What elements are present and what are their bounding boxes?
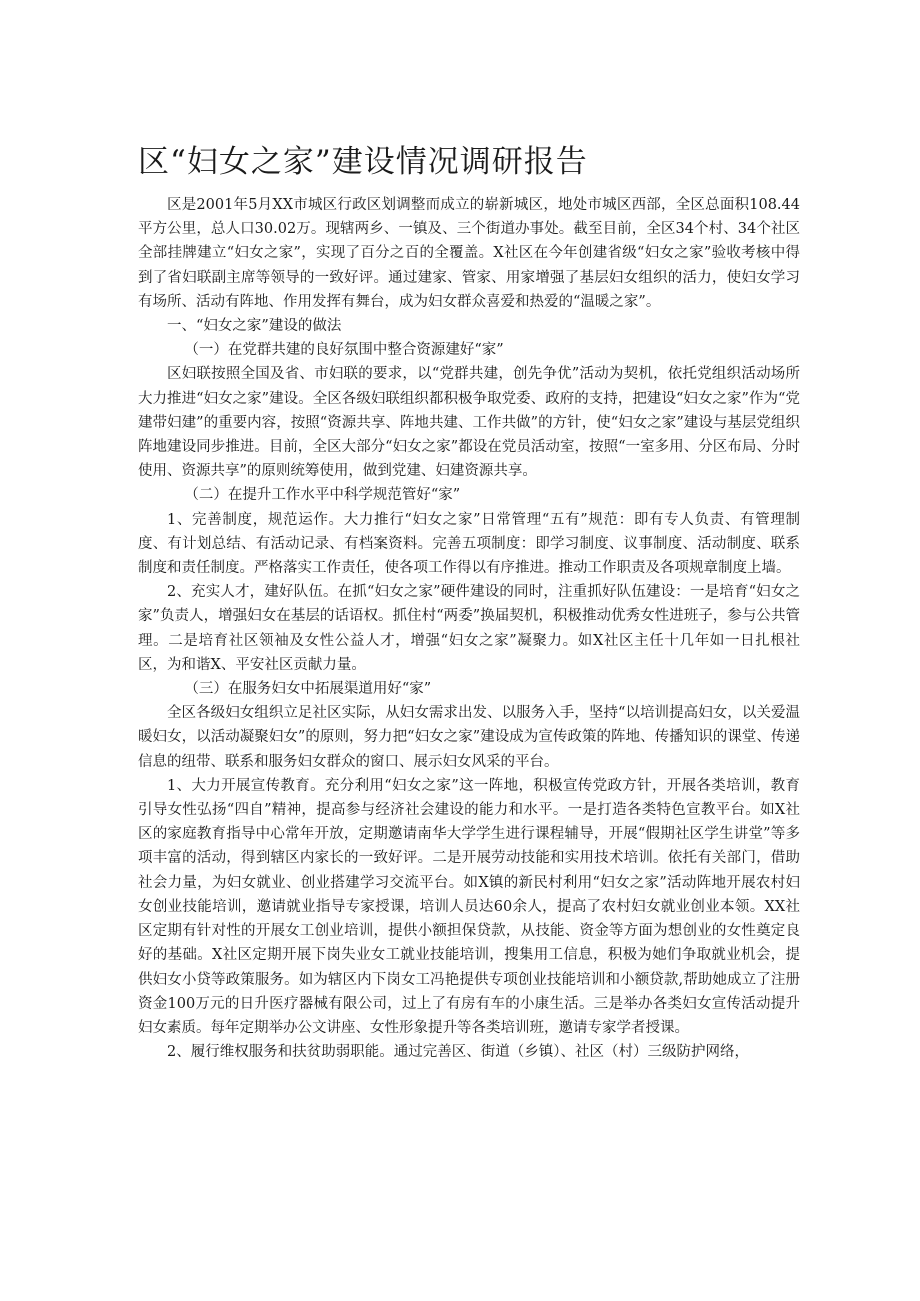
document-title: 区“妇女之家”建设情况调研报告 xyxy=(138,144,588,180)
paragraph: 1、大力开展宣传教育。充分利用“妇女之家”这一阵地，积极宣传党政方针，开展各类培训，教育引导女性弘扬“四自”精神，提高参与经济社会建设的能力和水平。一是打造各类特色宣教平台。如X社区的家庭教育指导中心常年开放，定期邀请南华大学学生进行课程辅导，开展“假期社区学生讲堂”等多项丰富的活动，得到辖区内家长的一致好评。二是开展劳动技能和实用技术培训。依托有关部门，借助社会力量，为妇女就业、创业搭建学习交流平台。如X镇的新民村利用“妇女之家”活动阵地开展农村妇女创业技能培训，邀请就业指导专家授课，培训人员达60余人，提高了农村妇女就业创业本领。XX社区定期有针对性的开展女工创业培训，提供小额担保贷款，从技能、资金等方面为想创业的女性奠定良好的基础。X社区定期开展下岗失业女工就业技能培训，搜集用工信息，积极为她们争取就业机会，提供妇女小贷等政策服务。如为辖区内下岗女工冯艳提供专项创业技能培训和小额贷款,帮助她成立了注册资金100万元的日升医疗器械有限公司，过上了有房有车的小康生活。三是举办各类妇女宣传活动提升妇女素质。每年定期举办公文讲座、女性形象提升等各类培训班，邀请专家学者授课。 xyxy=(138,777,800,1036)
paragraph: 2、履行维权服务和扶贫助弱职能。通过完善区、街道（乡镇）、社区（村）三级防护网络， xyxy=(167,1044,749,1061)
section-heading-1: 一、“妇女之家”建设的做法 xyxy=(167,318,342,335)
document-body xyxy=(138,193,800,1064)
subsection-heading-3: （三）在服务妇女中拓展渠道用好“家” xyxy=(184,681,432,698)
paragraph: 2、充实人才，建好队伍。在抓“妇女之家”硬件建设的同时，注重抓好队伍建设：一是培育“妇女之家”负责人，增强妇女在基层的话语权。抓住村“两委”换届契机，积极推动优秀女性进班子，参与公共管理。二是培育社区领袖及女性公益人才，增强“妇女之家”凝聚力。如X社区主任十几年如一日扎根社区，为和谐X、平安社区贡献力量。 xyxy=(138,584,800,673)
paragraph: 区妇联按照全国及省、市妇联的要求，以“党群共建，创先争优”活动为契机，依托党组织活动场所大力推进“妇女之家”建设。全区各级妇联组织都积极争取党委、政府的支持，把建设“妇女之家”作为“党建带妇建”的重要内容，按照“资源共享、阵地共建、工作共做”的方针，使“妇女之家”建设与基层党组织阵地建设同步推进。目前，全区大部分“妇女之家”都设在党员活动室，按照“一室多用、分区布局、分时使用、资源共享”的原则统筹使用，做到党建、妇建资源共享。 xyxy=(138,366,800,480)
paragraph: 1、完善制度，规范运作。大力推行“妇女之家”日常管理“五有”规范：即有专人负责、有管理制度、有计划总结、有活动记录、有档案资料。完善五项制度：即学习制度、议事制度、活动制度、联系制度和责任制度。严格落实工作责任，使各项工作得以有序推进。推动工作职责及各项规章制度上墙。 xyxy=(138,511,800,577)
subsection-heading-1: （一）在党群共建的良好氛围中整合资源建好“家” xyxy=(184,342,504,359)
paragraph: 全区各级妇女组织立足社区实际，从妇女需求出发、以服务入手，坚持“以培训提高妇女，以关爱温暖妇女，以活动凝聚妇女”的原则，努力把“妇女之家”建设成为宣传政策的阵地、传播知识的课堂、传递信息的纽带、联系和服务妇女群众的窗口、展示妇女风采的平台。 xyxy=(138,705,800,770)
paragraph-intro: 区是2001年5月XX市城区行政区划调整而成立的崭新城区，地处市城区西部，全区总面积108.44平方公里，总人口30.02万。现辖两乡、一镇及、三个街道办事处。截至目前，全区34个村、34个社区全部挂牌建立“妇女之家”，实现了百分之百的全覆盖。X社区在今年创建省级“妇女之家”验收考核中得到了省妇联副主席等领导的一致好评。通过建家、管家、用家增强了基层妇女组织的活力，使妇女学习有场所、活动有阵地、作用发挥有舞台，成为妇女群众喜爱和热爱的“温暖之家”。 xyxy=(138,197,800,310)
subsection-heading-2: （二）在提升工作水平中科学规范管好“家” xyxy=(184,487,461,504)
